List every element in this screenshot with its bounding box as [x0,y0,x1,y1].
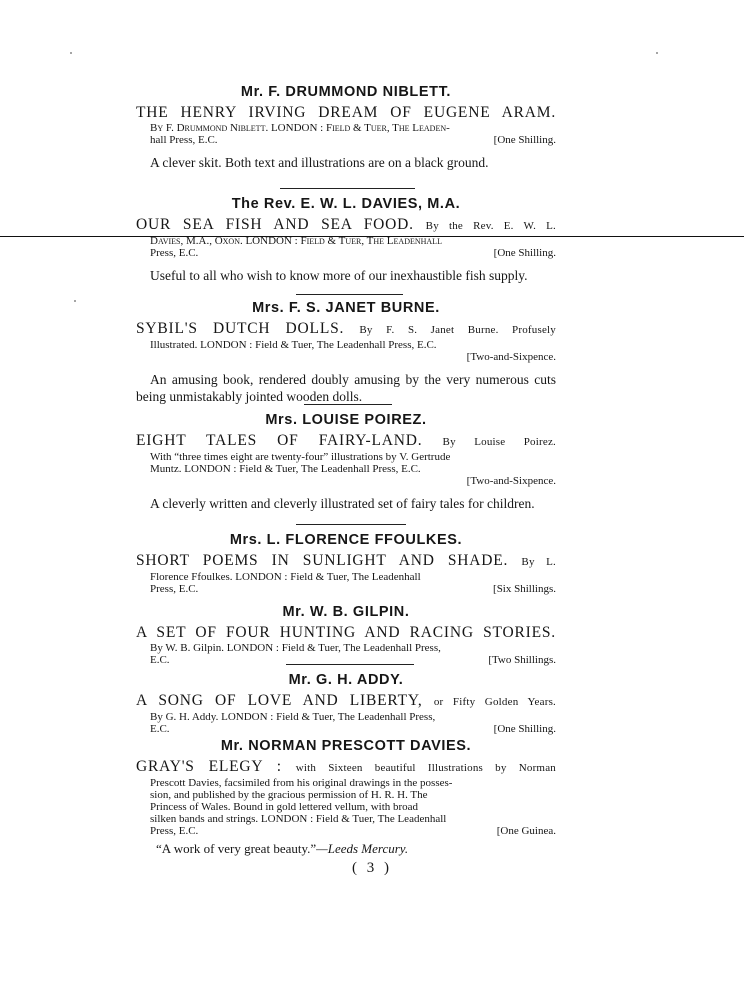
publication-line: Illustrated. LONDON : Field & Tuer, The Leadenhall Press, E.C. [150,339,437,351]
publication-line: Press, E.C. [150,583,199,595]
entry-description: A clever skit. Both text and illustrations are on a black ground. [150,155,489,170]
entry-title: GRAY'S ELEGY : with Sixteen beautiful Illustrations by Norman [136,758,556,775]
publication-line: silken bands and strings. LONDON : Field & Tuer, The Leadenhall [150,813,447,825]
entry-author: Mr. W. B. GILPIN. [282,604,410,620]
publication-line: Prescott Davies, facsimiled from his original drawings in the posses- [150,777,453,789]
entry-price: [One Guinea. [496,825,556,837]
entry-publication [136,777,556,837]
entry-price: [Two-and-Sixpence. [466,351,556,363]
entry-norman-davies [136,738,556,857]
entry-price: [Two Shillings. [488,654,556,666]
publication-line: Florence Ffoulkes. LONDON : Field & Tuer, The Leadenhall [150,571,421,583]
entry-author: Mrs. LOUISE POIREZ. [265,412,427,428]
entry-publication [136,339,556,363]
scan-speck [74,300,76,302]
entry-author: Mr. G. H. ADDY. [288,672,404,688]
entry-title: EIGHT TALES OF FAIRY-LAND. By Louise Poirez. [136,432,556,449]
entry-publication [136,122,556,146]
entry-gilpin [136,604,556,666]
publication-line: Press, E.C. [150,825,199,837]
entry-price: [One Shilling. [493,134,556,146]
entry-price: [Six Shillings. [493,583,556,595]
entry-price: [Two-and-Sixpence. [466,475,556,487]
page-number: ( 3 ) [352,860,392,876]
section-divider [296,524,406,525]
entry-davies [136,196,556,284]
section-divider [280,188,415,189]
entry-description: An amusing book, rendered doubly amusing by the very numerous cuts being unmistakably jointed wooden dolls. [136,372,556,404]
publication-line: By W. B. Gilpin. LONDON : Field & Tuer, The Leadenhall Press, [150,642,441,654]
entry-publication [136,235,556,259]
entry-niblett [136,84,556,171]
entry-author: Mrs. F. S. JANET BURNE. [252,300,440,316]
entry-author: Mr. F. DRUMMOND NIBLETT. [240,84,452,100]
entry-title: SHORT POEMS IN SUNLIGHT AND SHADE. By L. [136,552,556,569]
entry-price: [One Shilling. [493,723,556,735]
section-divider [304,404,392,405]
publication-line: Davies, M.A., Oxon. LONDON : Field & Tuer, The Leadenhall [150,235,442,247]
entry-title: OUR SEA FISH AND SEA FOOD. By the Rev. E. W. L. [136,216,556,233]
section-divider [286,664,414,665]
entry-burne [136,300,556,405]
entry-publication [136,711,556,735]
entry-ffoulkes [136,532,556,595]
publication-line: Press, E.C. [150,247,199,259]
publication-line: With “three times eight are twenty-four” illustrations by V. Gertrude [150,451,451,463]
entry-addy [136,672,556,735]
review-quote: “A work of very great beauty.”—Leeds Mercury. [156,841,409,856]
entry-description: Useful to all who wish to know more of our inexhaustible fish supply. [150,268,528,283]
entry-title: THE HENRY IRVING DREAM OF EUGENE ARAM. [136,104,556,121]
section-divider [296,294,403,295]
entry-title: A SET OF FOUR HUNTING AND RACING STORIES. [136,624,556,641]
publication-line: By F. Drummond Niblett. LONDON : Field & Tuer, The Leaden- [150,122,450,134]
entry-publication [136,571,556,595]
publication-line: By G. H. Addy. LONDON : Field & Tuer, The Leadenhall Press, [150,711,436,723]
quote-source: —Leeds Mercury. [316,841,409,856]
publication-line: sion, and published by the gracious permission of H. R. H. The [150,789,428,801]
entry-title: SYBIL'S DUTCH DOLLS. By F. S. Janet Burne. Profusely [136,320,556,337]
entry-publication [136,642,556,666]
entry-poirez [136,412,556,512]
entry-author: The Rev. E. W. L. DAVIES, M.A. [231,196,461,212]
entry-description: A cleverly written and cleverly illustrated set of fairy tales for children. [150,496,535,511]
publication-line: hall Press, E.C. [150,134,218,146]
entry-publication [136,451,556,487]
entry-price: [One Shilling. [493,247,556,259]
publication-line: E.C. [150,723,170,735]
entry-title: A SONG OF LOVE AND LIBERTY, or Fifty Golden Years. [136,692,556,709]
publication-line: Muntz. LONDON : Field & Tuer, The Leadenhall Press, E.C. [150,463,421,475]
entry-author: Mrs. L. FLORENCE FFOULKES. [229,532,463,548]
publication-line: Princess of Wales. Bound in gold lettered vellum, with broad [150,801,419,813]
publication-line: E.C. [150,654,170,666]
scan-speck [656,52,658,54]
scan-speck [70,52,72,54]
entry-author: Mr. NORMAN PRESCOTT DAVIES. [220,738,472,754]
